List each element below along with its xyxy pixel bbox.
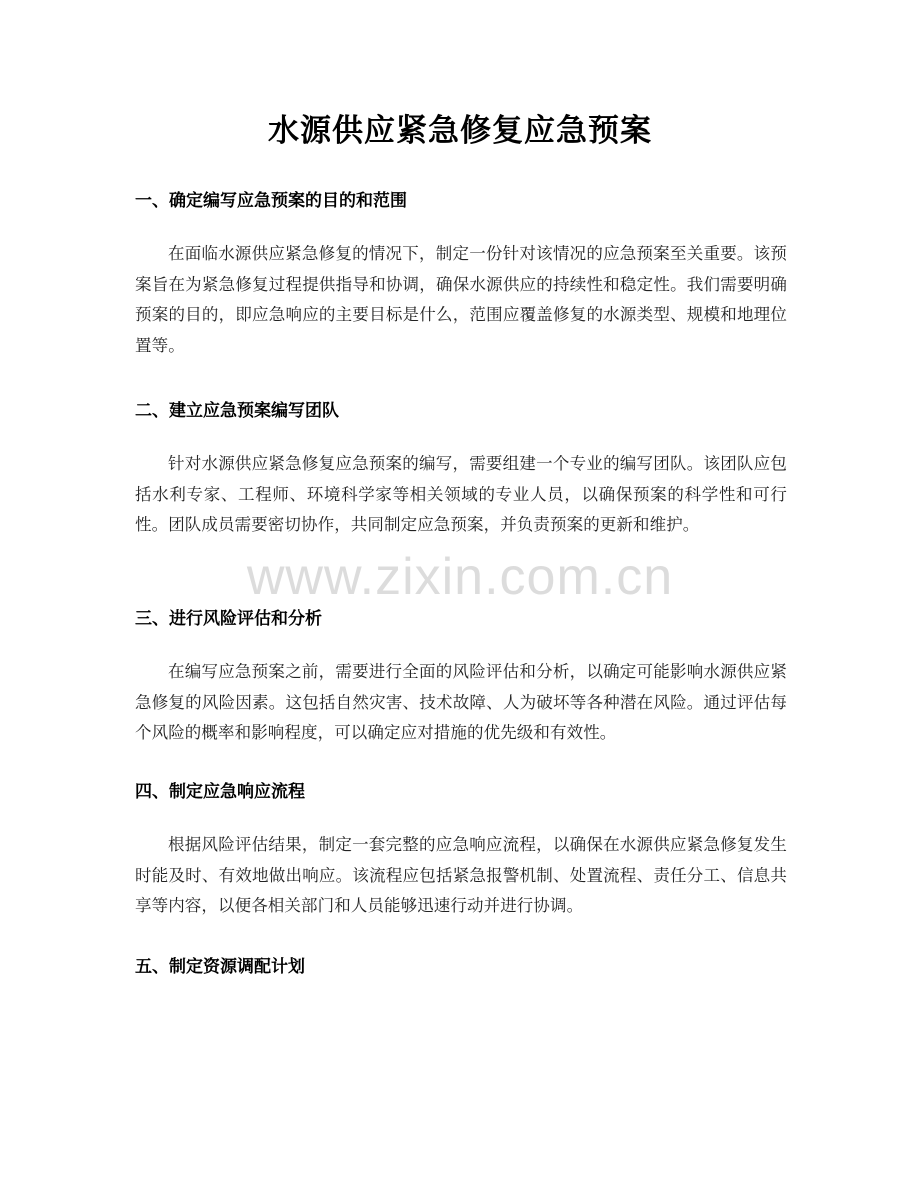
section-resource-plan bbox=[135, 952, 787, 982]
section-heading: 二、建立应急预案编写团队 bbox=[135, 401, 339, 421]
section-paragraph: 根据风险评估结果，制定一套完整的应急响应流程，以确保在水源供应紧急修复发生时能及时、有效地做出响应。该流程应包括紧急报警机制、处置流程、责任分工、信息共享等内容，以便各相关部门和人员能够迅速行动并进行协调。 bbox=[135, 835, 787, 915]
section-risk-assessment bbox=[135, 604, 787, 749]
watermark: www.zixin.com.cn bbox=[246, 548, 674, 606]
section-heading: 四、制定应急响应流程 bbox=[135, 782, 305, 802]
section-paragraph: 在编写应急预案之前，需要进行全面的风险评估和分析，以确定可能影响水源供应紧急修复的风险因素。这包括自然灾害、技术故障、人为破坏等各种潜在风险。通过评估每个风险的概率和影响程度，可以确定应对措施的优先级和有效性。 bbox=[135, 662, 787, 742]
section-response-process bbox=[135, 777, 787, 922]
section-paragraph: 在面临水源供应紧急修复的情况下，制定一份针对该情况的应急预案至关重要。该预案旨在为紧急修复过程提供指导和协调，确保水源供应的持续性和稳定性。我们需要明确预案的目的，即应急响应的主要目标是什么，范围应覆盖修复的水源类型、规模和地理位置等。 bbox=[135, 244, 787, 355]
section-purpose-scope bbox=[135, 186, 787, 361]
section-writing-team bbox=[135, 396, 787, 541]
section-paragraph: 针对水源供应紧急修复应急预案的编写，需要组建一个专业的编写团队。该团队应包括水利专家、工程师、环境科学家等相关领域的专业人员，以确保预案的科学性和可行性。团队成员需要密切协作，共同制定应急预案，并负责预案的更新和维护。 bbox=[135, 454, 787, 534]
section-heading: 五、制定资源调配计划 bbox=[135, 957, 305, 977]
section-heading: 一、确定编写应急预案的目的和范围 bbox=[135, 191, 407, 211]
document-title: 水源供应紧急修复应急预案 bbox=[268, 113, 652, 149]
section-heading: 三、进行风险评估和分析 bbox=[135, 609, 322, 629]
